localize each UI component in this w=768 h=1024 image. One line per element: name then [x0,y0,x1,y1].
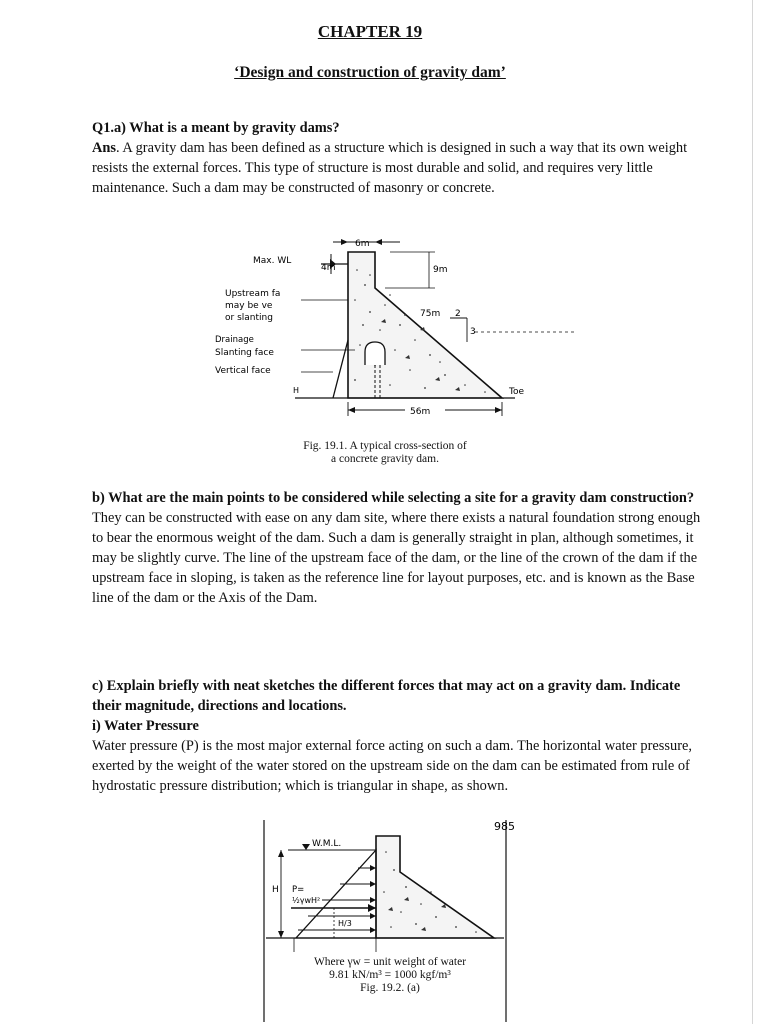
label-upstream-3: or slanting [225,313,273,323]
label-max-wl: Max. WL [253,256,292,266]
label-p-eq: P= [292,885,305,895]
q1a-answer-text: . A gravity dam has been defined as a structure which is designed in such a way that its own weight resists the external forces. This type of structure is most durable and solid, and requires very little maintenance. Such a dam may be constructed of masonry or concrete. [92,140,688,196]
q1b-section [92,488,708,608]
label-h: H [272,885,279,895]
q1a-section [92,118,708,198]
label-slope-height: 75m [420,309,441,319]
q1c-subheading: i) Water Pressure [92,718,199,734]
arrow-icon [341,239,348,245]
label-wml: W.M.L. [312,839,342,849]
arrow-icon [495,407,502,413]
drainage-gallery [365,342,385,365]
label-upstream-1: Upstream fa [225,289,281,299]
label-freeboard: 4m [321,263,336,273]
arrow-icon [375,239,382,245]
q1a-answer [92,138,708,198]
label-p-formula: ½γwH² [292,896,321,905]
label-slope-ratio-num: 2 [455,309,461,319]
q1b-answer: They can be constructed with ease on any dam site, where there exists a natural foundation strong enough to bear the enormous weight of the dam. Such a dam is generally straight in plan, although sometimes, it may be slightly curve. The line of the upstream face of the dam, or the line of the crown of the dam if the upstream face in sloping, is taken as the reference line for layout purposes, etc. and is known as the Base line of the dam or the Axis of the Dam. [92,510,701,606]
pressure-triangle [296,850,376,938]
ans-label: Ans [92,140,116,156]
wml-marker-icon [302,844,310,850]
chapter-subtitle: ‘Design and construction of gravity dam’ [234,64,506,81]
fig1-caption-line2: a concrete gravity dam. [331,453,439,465]
figure-19-1-caption [240,440,530,466]
page-number: 985 [494,820,515,833]
label-toe: Toe [509,387,525,397]
q1a-question: Q1.a) What is a meant by gravity dams? [92,120,340,136]
figure-19-2-caption [270,956,510,995]
dam-body [348,252,502,398]
fig1-caption-line1: Fig. 19.1. A typical cross-section of [303,440,467,452]
label-vertical-face: Vertical face [215,366,271,376]
slanting-face-line [333,340,348,398]
fig2-caption-line3: Fig. 19.2. (a) [360,982,420,994]
label-top-height: 9m [433,265,448,275]
arrow-icon [368,904,376,912]
label-slope-ratio-den: 3 [470,327,476,337]
q1b-question: b) What are the main points to be considered while selecting a site for a gravity dam construction? [92,490,695,506]
q1c-question: c) Explain briefly with neat sketches the different forces that may act on a gravity dam. Indicate their magnitude, directions and locations. [92,678,681,714]
figure-19-1-dam-section [205,230,600,430]
chapter-title: CHAPTER 19 [317,22,423,41]
arrow-icon [348,407,355,413]
arrowheads [370,865,376,933]
page-right-rule [752,0,753,1024]
q1c-section [92,676,708,796]
label-top-width: 6m [355,239,370,249]
dam-body [376,836,494,938]
label-slanting-face: Slanting face [215,348,274,358]
q1c-answer: Water pressure (P) is the most major external force acting on such a dam. The horizontal water pressure, exerted by the weight of the water stored on the upstream side on the dam can be estimated from rule of hydrostatic pressure distribution; which is triangular in shape, as shown. [92,738,692,794]
label-base: 56m [410,407,431,417]
label-h: H [293,386,300,395]
label-drainage: Drainage [215,335,254,345]
fig2-caption-line1: Where γw = unit weight of water [313,956,467,968]
label-upstream-2: may be ve [225,301,273,311]
label-h-third: H/3 [338,919,352,928]
fig2-caption-line2: 9.81 kN/m³ = 1000 kgf/m³ [329,969,451,981]
